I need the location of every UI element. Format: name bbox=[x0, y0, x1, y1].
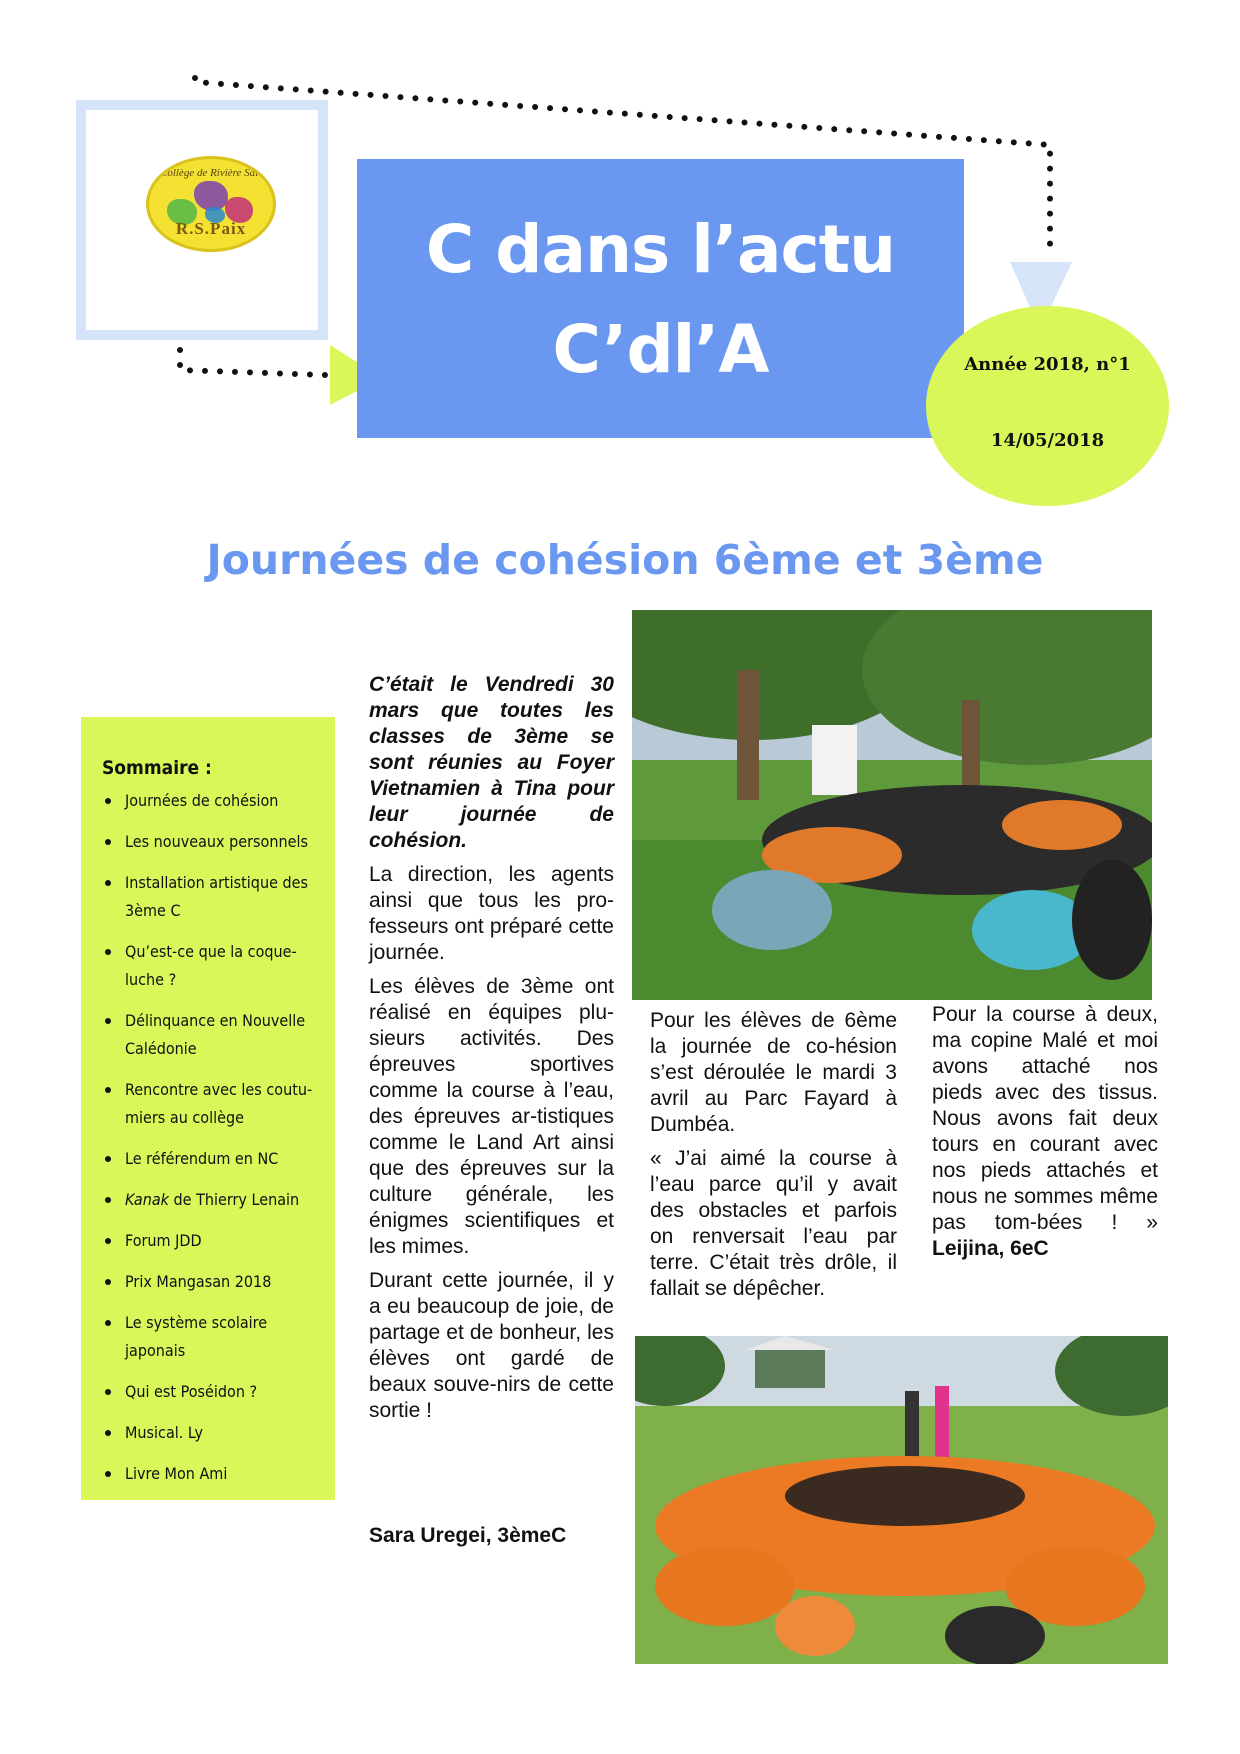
table-of-contents bbox=[81, 717, 335, 1500]
toc-item: Le référendum en NC bbox=[102, 1145, 323, 1173]
bullet-icon bbox=[105, 880, 111, 886]
toc-list bbox=[102, 787, 323, 1488]
article-intro: C’était le Vendredi 30 mars que toutes les classes de 3ème se sont réunies au Foyer Vietnamien à Tina pour leur journée de cohésion. bbox=[369, 673, 614, 852]
masthead-title-line1: C dans l’actu bbox=[425, 211, 896, 288]
article-column-2 bbox=[650, 1008, 897, 1310]
toc-item: Installation artistique des 3ème C bbox=[102, 869, 323, 925]
quote-author: Leijina, 6eC bbox=[932, 1237, 1049, 1260]
toc-item: Délinquance en Nouvelle Calédonie bbox=[102, 1007, 323, 1063]
masthead-title-line2: C’dl’A bbox=[552, 311, 769, 388]
toc-item: Musical. Ly bbox=[102, 1419, 323, 1447]
article-headline: Journées de cohésion 6ème et 3ème bbox=[206, 536, 1044, 584]
bullet-icon bbox=[105, 1018, 111, 1024]
bullet-icon bbox=[105, 839, 111, 845]
toc-title: Sommaire : bbox=[102, 757, 212, 779]
article-paragraph: Pour les élèves de 6ème la journée de co-hésion s’est déroulée le mardi 3 avril au Parc Fayard à Dumbéa. bbox=[650, 1009, 897, 1136]
school-logo bbox=[146, 156, 276, 252]
toc-item: Forum JDD bbox=[102, 1227, 323, 1255]
bullet-icon bbox=[105, 1087, 111, 1093]
toc-item: Journées de cohésion bbox=[102, 787, 323, 815]
logo-frame bbox=[76, 100, 328, 340]
article-quote: « J’ai aimé la course à l’eau parce qu’il y avait des obstacles et parfois on renversait l’eau par terre. C’était très drôle, il fallait se dépêcher. bbox=[650, 1147, 897, 1300]
photo-3eme-cohesion bbox=[632, 610, 1152, 1000]
issue-badge bbox=[926, 306, 1169, 506]
article-paragraph: La direction, les agents ainsi que tous les pro-fesseurs ont préparé cette journée. bbox=[369, 863, 614, 964]
bullet-icon bbox=[105, 1430, 111, 1436]
bullet-icon bbox=[105, 1471, 111, 1477]
article-column-1 bbox=[369, 672, 614, 1432]
bullet-icon bbox=[105, 798, 111, 804]
toc-item: Kanak de Thierry Lenain bbox=[102, 1186, 323, 1214]
bullet-icon bbox=[105, 1156, 111, 1162]
article-paragraph: Durant cette journée, il y a eu beaucoup de joie, de partage et de bonheur, les élèves ont gardé de beaux souve-nirs de cette sortie ! bbox=[369, 1269, 614, 1422]
bullet-icon bbox=[105, 1279, 111, 1285]
toc-item: Le système scolaire japonais bbox=[102, 1309, 323, 1365]
bullet-icon bbox=[105, 1320, 111, 1326]
bullet-icon bbox=[105, 1238, 111, 1244]
article-quote-continued: Pour la course à deux, ma copine Malé et moi avons attaché nos pieds avec des tissus. Nous avons fait deux tours en courant avec nos pieds attachés et nous ne sommes même pas tom-bées ! » Leijina, 6eC bbox=[932, 1003, 1158, 1260]
article-paragraph: Les élèves de 3ème ont réalisé en équipes plu-sieurs activités. Des épreuves sportives comme la course à l’eau, des épreuves ar-tistiques comme le Land Art ainsi que des épreuves sur la culture générale, les énigmes scientifiques et les mimes. bbox=[369, 975, 614, 1258]
toc-item: Qui est Poséidon ? bbox=[102, 1378, 323, 1406]
bullet-icon bbox=[105, 949, 111, 955]
article-column-3 bbox=[932, 1002, 1158, 1270]
issue-number: Année 2018, n°1 bbox=[964, 354, 1131, 375]
article-author: Sara Uregei, 3èmeC bbox=[369, 1524, 567, 1547]
toc-item: Qu’est-ce que la coque-luche ? bbox=[102, 938, 323, 994]
logo-initials: R.S.Paix bbox=[175, 219, 247, 238]
toc-item: Rencontre avec les coutu-miers au collège bbox=[102, 1076, 323, 1132]
bullet-icon bbox=[105, 1197, 111, 1203]
toc-item: Les nouveaux personnels bbox=[102, 828, 323, 856]
logo-arc-text: Collège de Rivière Salée bbox=[159, 167, 269, 179]
issue-date: 14/05/2018 bbox=[990, 430, 1105, 451]
photo-6eme-cohesion bbox=[635, 1336, 1168, 1664]
toc-item: Livre Mon Ami bbox=[102, 1460, 323, 1488]
masthead-title-box bbox=[357, 159, 964, 438]
bullet-icon bbox=[105, 1389, 111, 1395]
toc-item: Prix Mangasan 2018 bbox=[102, 1268, 323, 1296]
